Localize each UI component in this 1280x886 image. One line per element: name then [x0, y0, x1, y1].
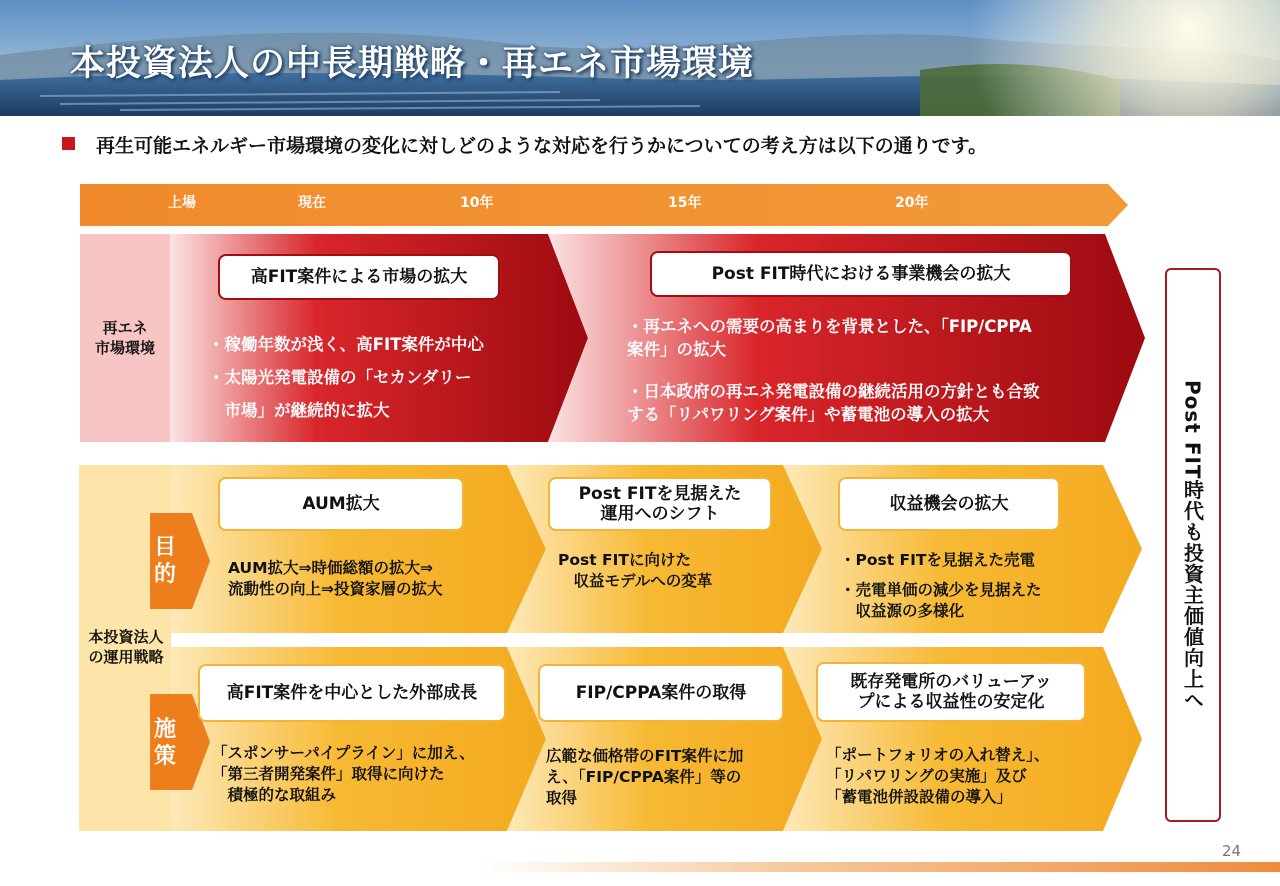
- market-phase1-title-box: 高FIT案件による市場の拡大: [218, 254, 500, 300]
- purpose-col2-line: Post FITに向けた: [558, 551, 691, 569]
- measures-col2-line: え、「FIP/CPPA案件」等の: [546, 768, 742, 786]
- intro-text: 再生可能エネルギー市場環境の変化に対しどのような対応を行うかについての考え方は以下の通りです。: [96, 135, 988, 157]
- timeline-tick: 15年: [668, 195, 702, 211]
- market-phase1-line: 市場」が継続的に拡大: [208, 401, 390, 420]
- market-phase2-line: ・日本政府の再エネ発電設備の継続活用の方針とも合致: [627, 382, 1040, 401]
- purpose-col3-line: ・Post FITを見据えた売電: [840, 551, 1035, 569]
- purpose-col3-line: 収益源の多様化: [840, 602, 965, 620]
- footer-line: [480, 862, 1280, 872]
- header-banner: [0, 0, 1280, 116]
- purpose-col3-line: ・売電単価の減少を見据えた: [840, 581, 1042, 599]
- purpose-col2-line: 収益モデルへの変革: [558, 572, 713, 590]
- market-phase2-title-box: Post FIT時代における事業機会の拡大: [650, 251, 1072, 297]
- page-number: 24: [1222, 842, 1242, 860]
- row-label-strategy: 本投資法人 の運用戦略: [88, 628, 164, 666]
- timeline-tick: 現在: [298, 195, 326, 211]
- purpose-col1-title-box: AUM拡大: [218, 477, 464, 531]
- measures-col2-line: 取得: [546, 789, 578, 807]
- purpose-tag-text: 目 的: [153, 535, 176, 587]
- purpose-col2-title-box: Post FITを見据えた 運用へのシフト: [548, 477, 772, 531]
- measures-col2-title-box: FIP/CPPA案件の取得: [538, 664, 784, 722]
- goal-text: Post FIT時代も投資主価値向上へ: [1180, 379, 1205, 711]
- measures-col3-line: 「ポートフォリオの入れ替え」、: [826, 746, 1050, 764]
- market-phase2-line: ・再エネへの需要の高まりを背景とした、「FIP/CPPA: [627, 317, 1032, 336]
- purpose-col1-line: AUM拡大⇒時価総額の拡大⇒: [228, 559, 434, 577]
- measures-col2-line: 広範な価格帯のFIT案件に加: [546, 747, 744, 765]
- purpose-col1-line: 流動性の向上⇒投資家層の拡大: [228, 580, 443, 598]
- purpose-col3-title-box: 収益機会の拡大: [838, 477, 1060, 531]
- goal-box: [1165, 268, 1221, 822]
- measures-tag-text: 施 策: [153, 717, 176, 769]
- market-phase2-line: 案件」の拡大: [627, 340, 726, 359]
- measures-col3-title-box: 既存発電所のバリューアッ プによる収益性の安定化: [816, 662, 1086, 722]
- row-label-market: 再エネ 市場環境: [94, 319, 155, 357]
- measures-col1-line: 「第三者開発案件」取得に向けた: [212, 765, 445, 783]
- page-title: 本投資法人の中長期戦略・再エネ市場環境: [70, 44, 755, 84]
- market-phase2-line: する「リパワリング案件」や蓄電池の導入の拡大: [627, 405, 990, 424]
- measures-col1-line: 積極的な取組み: [212, 786, 337, 804]
- timeline-tick: 上場: [168, 195, 196, 211]
- timeline-tick: 10年: [460, 195, 494, 211]
- measures-col1-title-box: 高FIT案件を中心とした外部成長: [198, 664, 506, 722]
- bullet-square-icon: [62, 137, 75, 150]
- timeline-arrow: [80, 184, 1130, 226]
- market-phase1-line: ・稼働年数が浅く、高FIT案件が中心: [208, 335, 484, 354]
- measures-col3-line: 「蓄電池併設設備の導入」: [826, 788, 1013, 806]
- market-phase1-line: ・太陽光発電設備の「セカンダリー: [208, 368, 472, 387]
- measures-col1-line: 「スポンサーパイプライン」に加え、: [212, 744, 475, 762]
- measures-col3-line: 「リパワリングの実施」及び: [826, 767, 1027, 785]
- timeline-tick: 20年: [895, 195, 929, 211]
